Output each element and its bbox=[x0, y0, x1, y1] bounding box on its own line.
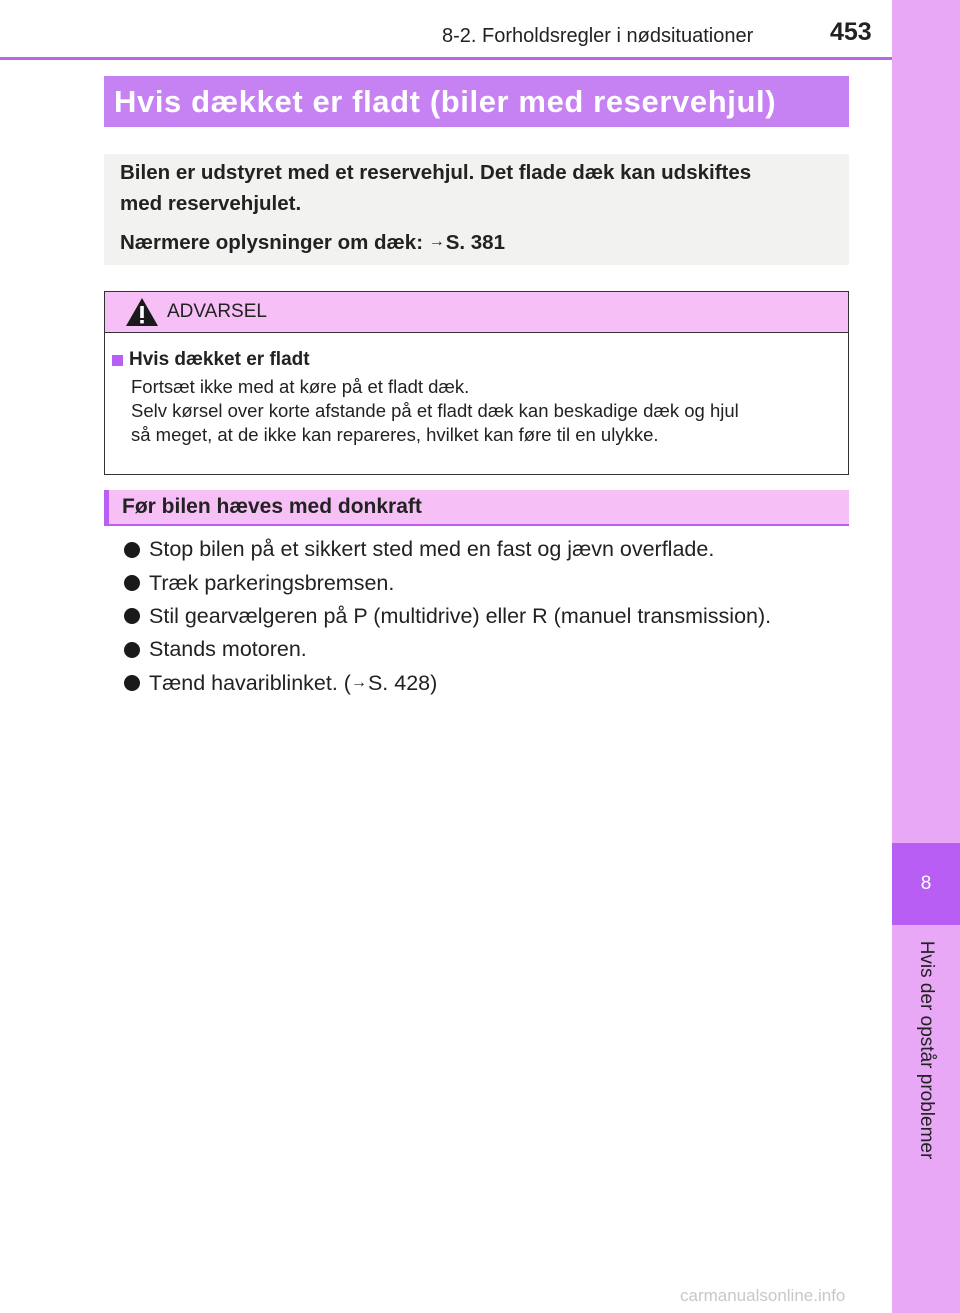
bullet-icon bbox=[124, 642, 140, 658]
warning-line-2: Selv kørsel over korte afstande på et fladt dæk kan beskadige dæk og hjul bbox=[131, 400, 739, 421]
section-heading-text: Før bilen hæves med donkraft bbox=[122, 495, 422, 518]
intro-line-2: med reservehjulet. bbox=[120, 192, 302, 215]
arrow-right-icon: → bbox=[428, 233, 445, 250]
list-item bbox=[124, 533, 771, 566]
intro-ref-page-link[interactable]: S. 381 bbox=[445, 231, 505, 254]
section-heading bbox=[104, 490, 849, 526]
warning-label: ADVARSEL bbox=[167, 301, 267, 322]
watermark: carmanualsonline.info bbox=[680, 1286, 846, 1305]
steps-list bbox=[124, 533, 771, 700]
list-item bbox=[124, 566, 771, 599]
warning-triangle-icon bbox=[125, 297, 159, 327]
warning-box bbox=[104, 291, 849, 475]
list-item bbox=[124, 633, 771, 666]
intro-box bbox=[104, 154, 849, 265]
bullet-icon bbox=[124, 675, 140, 691]
warning-line-3: så meget, at de ikke kan repareres, hvilket kan føre til en ulykke. bbox=[131, 424, 659, 445]
list-item-text: Stil gearvælgeren på P (multidrive) eller R (manuel transmission). bbox=[149, 603, 772, 628]
list-item-text: Stop bilen på et sikkert sted med en fast og jævn overflade. bbox=[149, 537, 715, 562]
warning-header bbox=[105, 292, 848, 333]
warning-body bbox=[105, 333, 848, 447]
page-number: 453 bbox=[830, 18, 872, 46]
square-bullet-icon bbox=[112, 355, 123, 366]
page-title: Hvis dækket er fladt (biler med reservehjul) bbox=[114, 83, 777, 119]
intro-ref-label: Nærmere oplysninger om dæk: bbox=[120, 231, 429, 254]
bullet-icon bbox=[124, 542, 140, 558]
warning-subheading bbox=[112, 349, 834, 371]
bullet-icon bbox=[124, 575, 140, 591]
intro-line-1: Bilen er udstyret med et reservehjul. Det flade dæk kan udskiftes bbox=[120, 161, 752, 184]
page-title-bar bbox=[104, 76, 849, 127]
header-section-title: 8-2. Forholdsregler i nødsituationer bbox=[442, 25, 754, 47]
page-reference-link[interactable]: S. 428) bbox=[367, 670, 438, 695]
list-item bbox=[124, 600, 771, 633]
arrow-right-icon: → bbox=[350, 674, 367, 692]
warning-text bbox=[131, 375, 834, 447]
list-item-text: Træk parkeringsbremsen. bbox=[149, 570, 395, 595]
chapter-title-vertical: Hvis der opstår problemer bbox=[916, 940, 937, 1160]
header-rule bbox=[0, 57, 892, 60]
chapter-number-tab[interactable]: 8 bbox=[892, 843, 960, 925]
bullet-icon bbox=[124, 608, 140, 624]
list-item-text: Stands motoren. bbox=[149, 637, 307, 662]
warning-line-1: Fortsæt ikke med at køre på et fladt dæk. bbox=[131, 376, 470, 397]
list-item-text: Tænd havariblinket. ( bbox=[149, 670, 351, 695]
list-item bbox=[124, 667, 771, 700]
intro-reference bbox=[120, 226, 833, 258]
warning-subheading-text: Hvis dækket er fladt bbox=[129, 349, 310, 370]
